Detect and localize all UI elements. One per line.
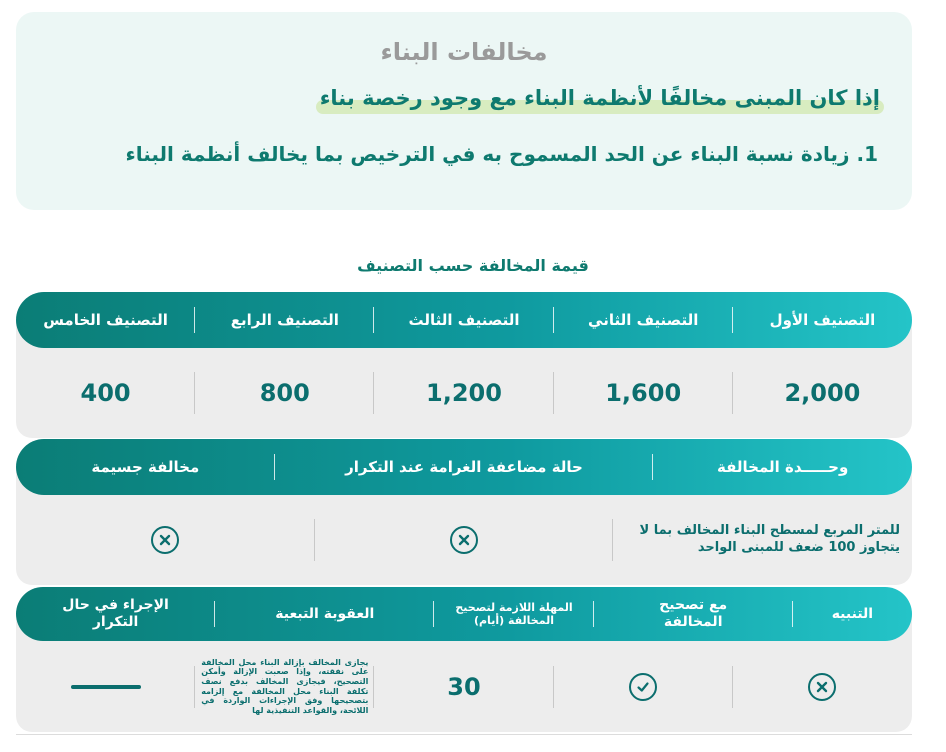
classification-table [16, 292, 912, 438]
header-additional-penalty: العقوبة التبعية [215, 606, 434, 623]
value-class-2: 1,600 [554, 348, 733, 438]
divider [16, 734, 912, 735]
header-class-5: التصنيف الخامس [16, 311, 195, 329]
subtitle-wrap [320, 78, 880, 118]
penalty-table [16, 587, 912, 732]
page-title: مخالفات البناء [380, 38, 548, 66]
unit-text: للمتر المربع لمسطح البناء المخالف بما لا يتجاوز 100 ضعف للمبنى الواحد [639, 523, 900, 555]
value-class-1: 2,000 [784, 379, 861, 407]
dash-mark [71, 685, 141, 689]
header-class-3: التصنيف الثالث [374, 311, 553, 329]
value-class-3: 1,200 [374, 348, 553, 438]
header-serious-violation: مخالفة جسيمة [16, 458, 275, 476]
value-class-4: 800 [195, 348, 374, 438]
value-class-5: 400 [16, 348, 195, 438]
section-title: قيمة المخالفة حسب التصنيف [357, 256, 589, 275]
violation-point: 1. زيادة نسبة البناء عن الحد المسموح به في الترخيص بما يخالف أنظمة البناء [125, 142, 878, 166]
classification-table-header [16, 292, 912, 348]
header-class-1: التصنيف الأول [769, 311, 876, 329]
warning-cell [733, 642, 912, 732]
unit-cell [613, 495, 912, 585]
correction-cell [554, 642, 733, 732]
penalty-table-header [16, 587, 912, 641]
header-class-4: التصنيف الرابع [195, 311, 374, 329]
serious-violation-cell [16, 495, 315, 585]
check-circle-icon [629, 673, 657, 701]
violation-unit-table [16, 439, 912, 585]
x-circle-icon [808, 673, 836, 701]
double-fine-cell [315, 495, 614, 585]
page-subtitle: إذا كان المبنى مخالفًا لأنظمة البناء مع وجود رخصة بناء [319, 86, 880, 110]
days-cell: 30 [374, 642, 553, 732]
penalty-text: يجازى المخالف بإزالة البناء محل المخالفة على نفقته، وإذا صعبت الإزالة وأمكن التصحيح، فيجازى المخالف بدفع نصف تكلفة البناء محل المخالفة مع إلزامه بتصحيحها وفق الإجراءات الواردة في اللائحة، والقواعد التنفيذية لها [201, 657, 369, 715]
violation-unit-table-header [16, 439, 912, 495]
header-correction-period: المهلة اللازمة لتصحيح المخالفة (أيام) [434, 601, 593, 627]
header-class-2: التصنيف الثاني [554, 311, 733, 329]
header-violation-unit: وحـــــدة المخالفة [717, 458, 849, 476]
header-double-fine: حالة مضاعفة الغرامة عند التكرار [275, 458, 654, 476]
x-circle-icon [450, 526, 478, 554]
x-circle-icon [151, 526, 179, 554]
penalty-cell [195, 642, 374, 732]
header-warning: التنبيه [831, 605, 874, 622]
header-repeat-action: الإجراء في حال التكرار [16, 597, 215, 631]
repeat-cell [16, 642, 195, 732]
intro-card [16, 12, 912, 210]
header-with-correction: مع تصحيح المخالفة [594, 597, 793, 631]
